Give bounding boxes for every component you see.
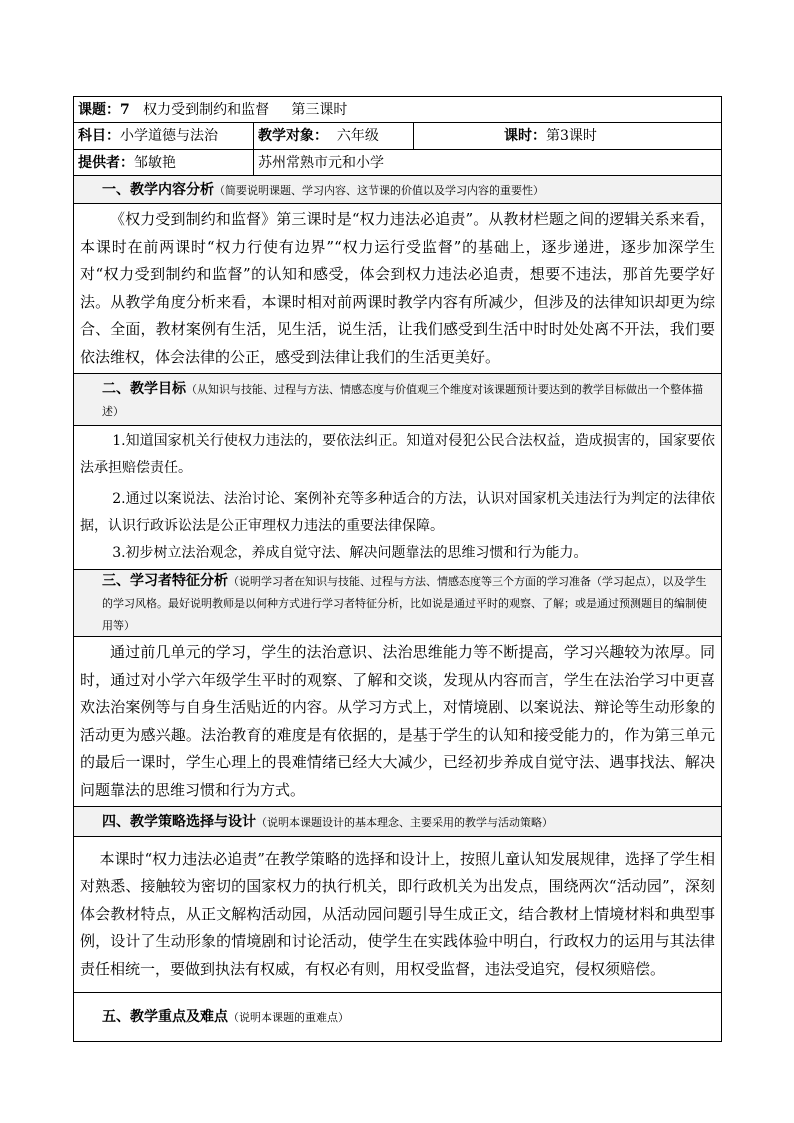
- school-name: 苏州常熟市元和小学: [258, 154, 384, 171]
- section-4-header: [74, 807, 722, 837]
- section-5-note: （说明本课题的重难点）: [228, 1011, 349, 1024]
- subject-cell: [74, 123, 254, 150]
- audience-label: 教学对象：: [258, 128, 328, 144]
- section-4-title: 四、教学策略选择与设计: [102, 813, 256, 830]
- section-3-title: 三、学习者特征分析: [102, 573, 228, 589]
- hours-cell: [414, 123, 722, 150]
- topic-row: [74, 97, 722, 123]
- provider-row: [74, 150, 722, 176]
- section-3-body-row: [74, 637, 722, 807]
- section-2-body: [74, 426, 722, 570]
- section-3-paragraph: 通过前几单元的学习，学生的法治意识、法治思维能力等不断提高，学习兴趣较为浓厚。同时，通过对小学六年级学生平时的观察、了解和交谈，发现从内容而言，学生在法治学习中更喜欢法治案例等与自身生活贴近的内容。从学习方式上，对情境剧、以案说法、辩论等生动形象的活动更为感兴趣。法治教育的难度是有依据的，是基于学生的认知和接受能力的，作为第三单元的最后一课时，学生心理上的畏难情绪已经大大减少，已经初步养成自觉守法、遇事找法、解决问题靠法的思维习惯和行为方式。: [80, 643, 716, 799]
- section-4-body: [74, 837, 722, 993]
- section-5-header-row: [74, 993, 722, 1042]
- section-1-title: 一、教学内容分析: [102, 181, 214, 198]
- audience-value: 六年级: [336, 128, 379, 144]
- goal-item-3: 3.初步树立法治观念，养成自觉守法、解决问题靠法的思维习惯和行为能力。: [112, 545, 588, 561]
- topic-cell: [74, 97, 722, 123]
- subject-label: 科目：: [78, 128, 120, 144]
- goal-item-1: 1.知道国家机关行使权力违法的，要依法纠正。知道对侵犯公民合法权益，造成损害的，国家要依法承担赔偿责任。: [80, 433, 716, 476]
- section-3-note: （说明学习者在知识与技能、过程与方法、情感态度等三个方面的学习准备（学习起点），以及学生的学习风格。最好说明教师是以何种方式进行学习者特征分析，比如说是通过平时的观察、了解；或是通过预测题目的编制使用等）: [102, 575, 707, 632]
- section-3-header-row: [74, 570, 722, 637]
- goal-item-2: 2.通过以案说法、法治讨论、案例补充等多种适合的方法，认识对国家机关违法行为判定的法律依据，认识行政诉讼法是公正审理权力违法的重要法律保障。: [80, 491, 716, 534]
- hours-label: 课时：: [504, 128, 546, 144]
- section-2-title: 二、教学目标: [102, 380, 186, 397]
- hours-value: 第3课时: [546, 128, 597, 144]
- section-1-header-row: [74, 176, 722, 204]
- topic-session: 第三课时: [291, 101, 348, 118]
- section-1-note: （简要说明课题、学习内容、这节课的价值以及学习内容的重要性）: [214, 183, 544, 197]
- section-3-header: [74, 570, 722, 637]
- lesson-plan-table: [73, 96, 722, 1042]
- section-1-body-row: [74, 204, 722, 374]
- school-cell: [254, 150, 722, 176]
- section-5-title: 五、教学重点及难点: [102, 1009, 228, 1025]
- section-2-header: [74, 374, 722, 426]
- section-1-paragraph: 《权力受到制约和监督》第三课时是“权力违法必追责”。从教材栏题之间的逻辑关系来看，本课时在前两课时“权力行使有边界”“权力运行受监督”的基础上，逐步递进，逐步加深学生对“权力受到制约和监督”的认知和感受，体会到权力违法必追责，想要不违法，那首先要学好法。从教学角度分析来看，本课时相对前两课时教学内容有所减少，但涉及的法律知识却更为综合、全面，教材案例有生活，见生活，说生活，让我们感受到生活中时时处处离不开法，我们要依法维权，体会法律的公正，感受到法律让我们的生活更美好。: [80, 210, 716, 366]
- audience-cell: [254, 123, 414, 150]
- provider-cell: [74, 150, 254, 176]
- section-1-header: [74, 176, 722, 204]
- section-2-header-row: [74, 374, 722, 426]
- provider-label: 提供者：: [78, 154, 134, 171]
- topic-value: 权力受到制约和监督: [143, 101, 270, 118]
- section-5-header: [74, 993, 722, 1042]
- subject-row: [74, 123, 722, 150]
- section-4-paragraph: 本课时“权力违法必追责”在教学策略的选择和设计上，按照儿童认知发展规律，选择了学生相对熟悉、接触较为密切的国家权力的执行机关，即行政机关为出发点，围绕两次“活动园”，深刻体会教材特点，从正文解构活动园，从活动园问题引导生成正文，结合教材上情境材料和典型事例，设计了生动形象的情境剧和讨论活动，使学生在实践体验中明白，行政权力的运用与其法律责任相统一，要做到执法有权威，有权必有则，用权受监督，违法受追究，侵权须赔偿。: [80, 849, 716, 978]
- section-2-note: （从知识与技能、过程与方法、情感态度与价值观三个维度对该课题预计要达到的教学目标做出一个整体描述）: [102, 382, 703, 418]
- section-4-header-row: [74, 807, 722, 837]
- section-1-body: [74, 204, 722, 374]
- provider-value: 邹敏艳: [134, 154, 176, 171]
- topic-label: 课题：7: [78, 101, 130, 118]
- section-2-body-row: [74, 426, 722, 570]
- subject-value: 小学道德与法治: [120, 128, 218, 144]
- section-4-body-row: [74, 837, 722, 993]
- section-3-body: [74, 637, 722, 807]
- section-4-note: （说明本课题设计的基本理念、主要采用的教学与活动策略）: [256, 815, 553, 829]
